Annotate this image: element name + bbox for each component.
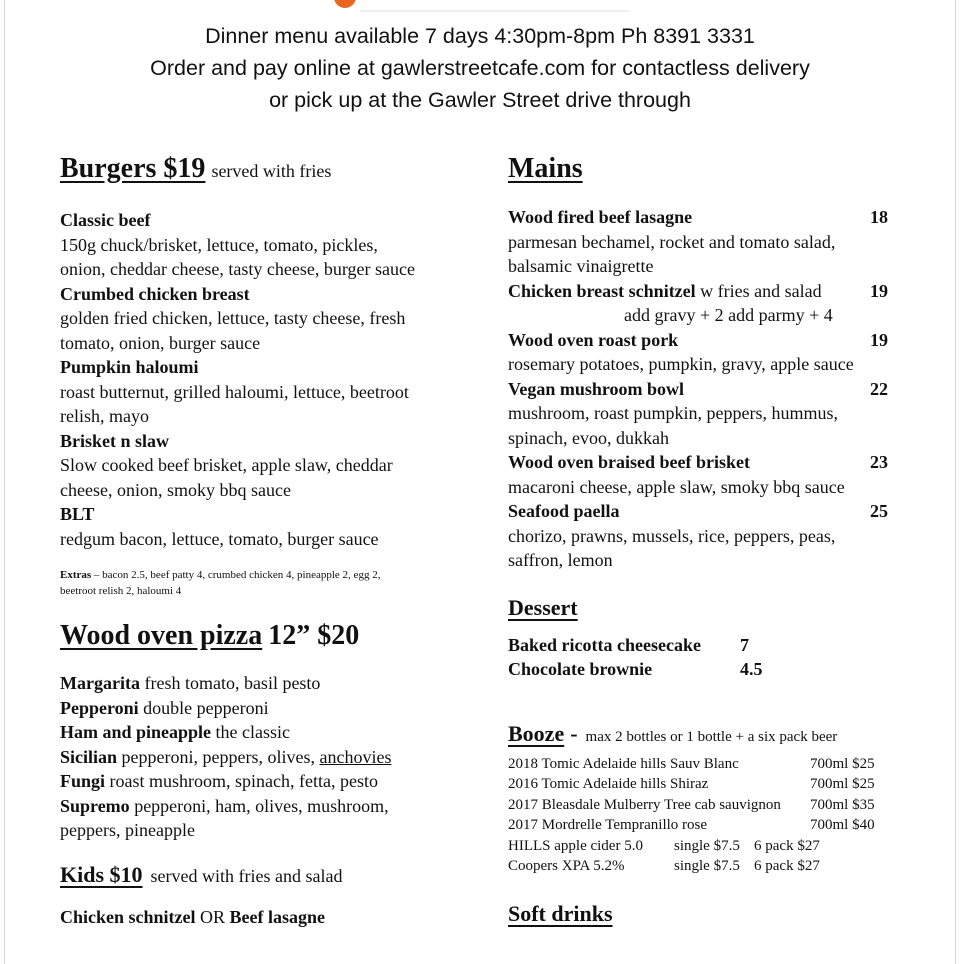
kids-option: Beef lasagne [229,906,326,927]
mains-desc: parmesan bechamel, rocket and tomato salad, [508,231,836,252]
mains-price: 22 [870,378,888,399]
burger-desc: relish, mayo [60,406,149,426]
wine-price: 700ml $40 [810,817,875,833]
mains-name-suffix: w fries and salad [695,280,822,301]
pizza-name: Fungi [60,771,106,791]
mains-name: Vegan mushroom bowl [508,378,685,399]
burgers-title: Burgers $19 [60,153,206,184]
burger-desc: redgum bacon, lettuce, tomato, burger sauce [60,528,379,549]
burger-desc: tomato, onion, burger sauce [60,332,261,353]
mains-desc: macaroni cheese, apple slaw, smoky bbq sauce [508,476,845,497]
pizza-desc: fresh tomato, basil pesto [139,673,321,693]
burger-item [60,355,470,429]
dessert-item [508,633,898,657]
pizza-name: Sicilian [60,746,118,767]
cider-pack: 6 pack $27 [754,837,820,854]
extras-text: beetroot relish 2, haloumi 4 [60,585,182,597]
pizza-heading [60,617,470,655]
booze-list [508,754,898,877]
wine-price: 700ml $25 [810,776,875,792]
left-column [60,150,470,929]
mains-heading [508,150,898,188]
mains-price: 19 [870,329,888,350]
pizza-desc: pepperoni, peppers, olives, [117,746,320,767]
pizza-name: Pepperoni [60,697,139,718]
wine-name: 2017 Mordrelle Tempranillo rose [508,817,708,833]
burgers-subtitle: served with fries [211,161,332,181]
wine-name: 2017 Bleasdale Mulberry Tree cab sauvignon [508,796,781,813]
dessert-list [508,633,898,681]
mains-name: Seafood paella [508,501,620,521]
booze-dash: - [570,720,578,746]
burger-name: Crumbed chicken breast [60,283,250,304]
burger-item [60,282,470,356]
mains-price: 25 [870,501,888,521]
burgers-heading [60,150,470,190]
pizza-name: Margarita [60,673,140,693]
cider-pack: 6 pack $27 [754,858,820,874]
right-column [508,150,898,929]
pizza-item [60,745,470,770]
burger-item [60,208,470,282]
mains-desc: saffron, lemon [508,550,613,570]
burger-desc: 150g chuck/brisket, lettuce, tomato, pickles, [60,234,378,255]
cider-single: single $7.5 [674,858,740,874]
wine-item [508,815,898,836]
pizza-desc: roast mushroom, spinach, fetta, pesto [105,771,378,791]
cider-item [508,856,898,877]
kids-title: Kids $10 [60,861,143,887]
mains-price: 19 [870,280,888,301]
mains-desc: spinach, evoo, dukkah [508,427,669,448]
header-online: Order and pay online at gawlerstreetcafe.com for contactless delivery [150,56,810,80]
soft-drinks-heading [508,899,898,929]
mains-name: Chicken breast schnitzel [508,280,696,301]
kids-subtitle: served with fries and salad [150,865,343,886]
pizza-item [60,696,470,721]
cider-item [508,836,898,857]
logo-strip [360,0,630,12]
soft-drinks-title: Soft drinks [508,900,613,926]
pizza-desc: the classic [211,722,291,742]
mains-item [508,205,898,279]
burger-desc: roast butternut, grilled haloumi, lettuce, beetroot [60,381,409,402]
mains-item [508,279,898,328]
dessert-title: Dessert [508,594,578,620]
mains-title: Mains [508,153,583,184]
burger-item [60,429,470,503]
burger-extras [60,567,470,599]
header-pickup: or pick up at the Gawler Street drive through [269,88,691,112]
mains-desc: rosemary potatoes, pumpkin, gravy, apple sauce [508,354,854,374]
burger-name: BLT [60,504,95,524]
kids-heading [60,860,470,891]
kids-options [60,905,470,929]
dessert-price: 7 [740,634,749,655]
burger-name: Brisket n slaw [60,430,170,451]
pizza-item [60,671,470,696]
burger-name: Classic beef [60,210,151,230]
pizza-name: Supremo [60,795,130,816]
mains-item [508,450,898,499]
wine-name: 2016 Tomic Adelaide hills Shiraz [508,776,709,792]
booze-subtitle: max 2 bottles or 1 bottle + a six pack beer [585,728,838,745]
pizza-desc-cont: peppers, pineapple [60,820,195,840]
mains-item [508,328,898,377]
mains-price: 18 [870,207,888,227]
pizza-size-price: 12” $20 [268,620,360,651]
wine-name: 2018 Tomic Adelaide hills Sauv Blanc [508,755,739,772]
header-hours: Dinner menu available 7 days 4:30pm-8pm Ph 8391 3331 [205,24,755,48]
dessert-name: Baked ricotta cheesecake [508,634,701,655]
kids-option: Chicken schnitzel [60,906,196,927]
mains-name: Wood oven braised beef brisket [508,452,751,472]
pizza-title: Wood oven pizza [60,620,263,651]
wine-item [508,754,898,775]
pizza-desc-underlined: anchovies [319,746,392,767]
mains-name: Wood oven roast pork [508,329,679,350]
mains-name: Wood fired beef lasagne [508,207,693,227]
pizza-name: Ham and pineapple [60,722,212,742]
cider-single: single $7.5 [674,837,740,854]
pizza-desc: pepperoni, ham, olives, mushroom, [129,795,389,816]
mains-item [508,499,898,573]
dessert-name: Chocolate brownie [508,658,653,679]
extras-label: Extras [60,569,92,581]
mains-list [508,205,898,573]
burger-desc: golden fried chicken, lettuce, tasty cheese, fresh [60,308,406,328]
burger-desc: Slow cooked beef brisket, apple slaw, cheddar [60,455,393,475]
pizza-desc: double pepperoni [138,697,269,718]
burger-desc: cheese, onion, smoky bbq sauce [60,479,291,500]
booze-heading [508,719,898,752]
booze-title: Booze [508,720,565,746]
mains-item [508,377,898,451]
burgers-list [60,208,470,551]
mains-desc: chorizo, prawns, mussels, rice, peppers, peas, [508,525,836,546]
pizza-item [60,720,470,745]
burger-item [60,502,470,551]
mains-desc: balsamic vinaigrette [508,256,654,276]
dessert-item [508,657,898,681]
burger-desc: onion, cheddar cheese, tasty cheese, burger sauce [60,259,416,279]
wine-price: 700ml $35 [810,796,875,813]
dessert-price: 4.5 [740,658,763,679]
mains-addon: add gravy + 2 add parmy + 4 [624,305,833,325]
pizza-list [60,671,470,843]
wine-price: 700ml $25 [810,755,875,772]
dessert-heading [508,593,898,623]
pizza-item [60,794,470,819]
kids-or: OR [195,906,230,927]
mains-desc: mushroom, roast pumpkin, peppers, hummus, [508,403,838,423]
cider-name: HILLS apple cider 5.0 [508,837,643,854]
pizza-item [60,769,470,794]
burger-name: Pumpkin haloumi [60,357,199,377]
menu-header [0,20,960,116]
extras-text: – bacon 2.5, beef patty 4, crumbed chicken 4, pineapple 2, egg 2, [91,569,381,581]
wine-item [508,795,898,816]
mains-price: 23 [870,452,888,472]
wine-item [508,774,898,795]
cider-name: Coopers XPA 5.2% [508,858,625,874]
